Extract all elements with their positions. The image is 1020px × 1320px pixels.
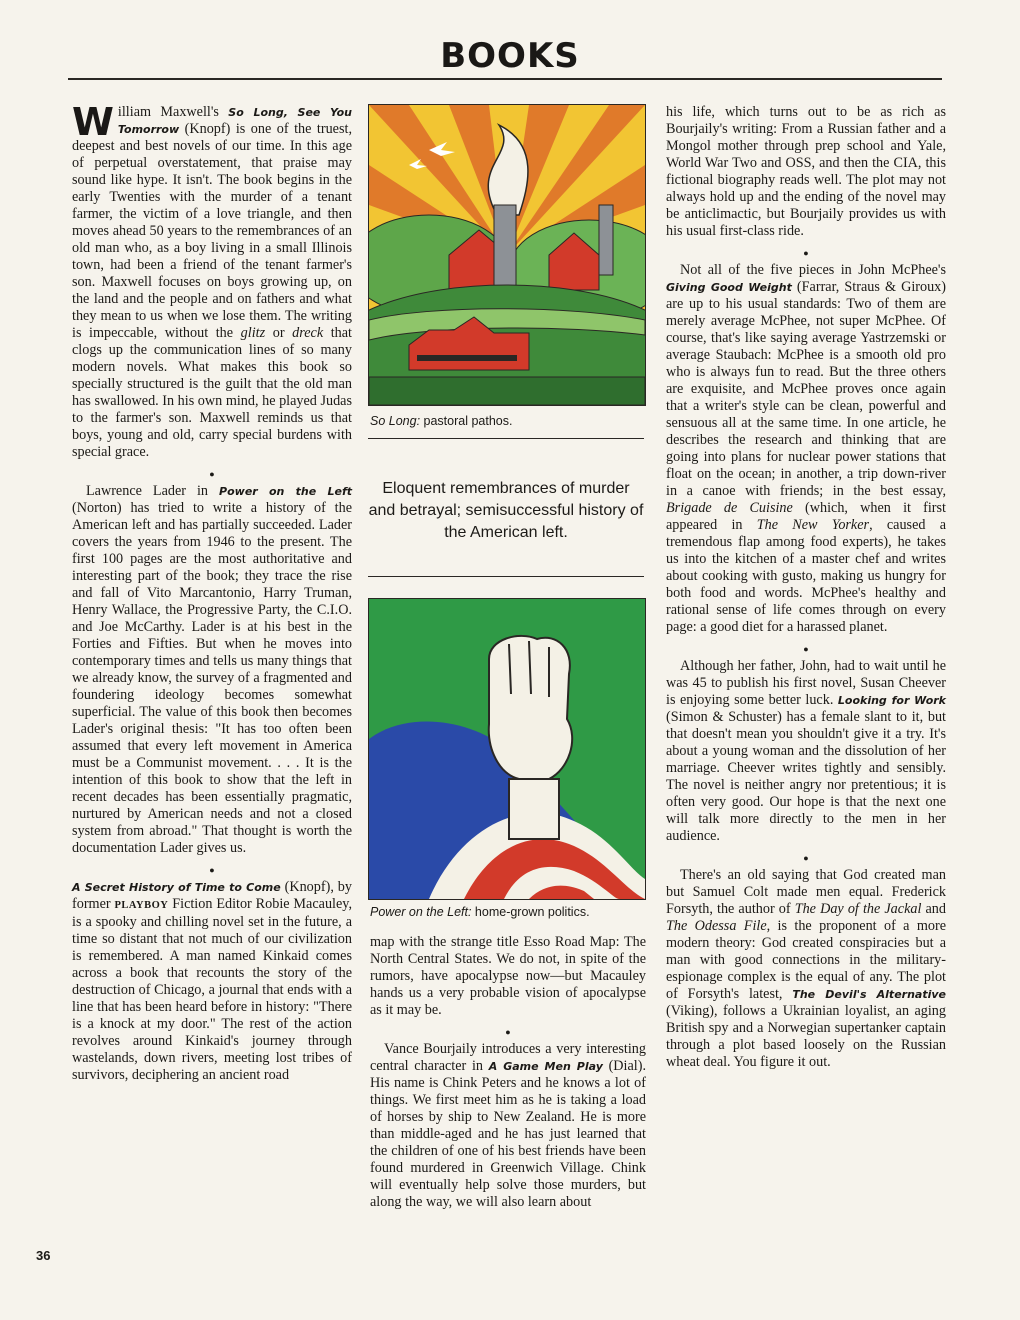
header-rule xyxy=(68,78,942,80)
illustration-so-long xyxy=(368,104,646,406)
illustration-power-on-left xyxy=(368,598,646,900)
figure2-caption: Power on the Left: home-grown politics. xyxy=(370,905,590,919)
pull-quote: Eloquent remembrances of murder and betrayal; semisuccessful history of the American left. xyxy=(368,480,644,541)
review-forsyth: There's an old saying that God created man but Samuel Colt made men equal. Frederick Forsyth, the author of The Day of the Jackal and The Odessa File, is the proponent of a more modern theory: God created conspiracies but a man with good connections in the military-espionage complex is the equal of any. The plot of Forsyth's latest, The Devil's Alternative (Viking), follows a Ukrainian loyalist, an aging British spy and a Norwegian supertanker captain through a plot based loosely on the Russian wheat deal. You figure it out. xyxy=(666,867,946,1070)
bullet-separator: ● xyxy=(209,469,215,479)
book-title: The Devil's Alternative xyxy=(792,988,946,1001)
book-title: Power on the Left xyxy=(219,485,352,498)
book-title: So Long, See You Tomorrow xyxy=(117,106,352,136)
figure1-caption: So Long: pastoral pathos. xyxy=(370,414,513,428)
review-bourjaily: Vance Bourjaily introduces a very interesting central character in A Game Men Play (Dial). His name is Chink Peters and he knows a lot of things. We first meet him as he is taking a load of horses by ship to New Zealand. He is more than middle-aged and he has just learned that the children of one of his best friends have been found murdered in Greenwich Village. Chink will eventually help solve those murders, but along the way, we will also learn about xyxy=(370,1041,646,1210)
bullet-separator: ● xyxy=(209,865,215,875)
review-maxwell: William Maxwell's So Long, See You Tomorrow (Knopf) is one of the truest, deepest and best novels of our time. In this age of perpetual overstatement, that praise may sound like hype. It isn't. The book begins in the early Twenties with the murder of a tenant farmer, the victim of a love triangle, and then moves ahead 50 years to the remembrances of an old man who, as a boy living in a small Illinois town, had been a friend of the tenant farmer's son. Maxwell focuses on boys growing up, on the land and the people and on fathers and what they mean to us when we lose them. The writing is impeccable, without the glitz or dreck that clogs up the communication lines of so many modern novels. What makes this book so specially structured is the guilt that the old man has swallowed. In his own mind, he played Judas to the farmer's son. Maxwell reminds us that boys, young and old, carry special burdens with special grace. xyxy=(72,100,352,460)
book-title: Giving Good Weight xyxy=(666,281,792,294)
section-header xyxy=(0,36,1020,76)
review-lader: Lawrence Lader in Power on the Left (Norton) has tried to write a history of the American left and has partially succeeded. Lader covers the years from 1946 to the present. The first 100 pages are the most authoritative and interesting part of the book; they trace the rise and fall of Vito Marcantonio, Harry Truman, Henry Wallace, the Progressive Party, the C.I.O. and Joe McCarthy. Lader is at his best in the Forties and Fifties. But when he moves into contemporary times and tells us many things that we already know, the survey of a fragmented and foundering ideology becomes somewhat superficial. The value of this book then becomes Lader's original thesis: "It has too often been assumed that every left movement in America must be a Communist movement. . . . It is the intention of this book to show that the left in recent decades has been essentially pragmatic, nurtured by American needs and not a closed system from abroad." That thought is worth the documentation Lader gives us. xyxy=(72,483,352,856)
review-macauley: A Secret History of Time to Come (Knopf), by former PLAYBOY Fiction Editor Robie Macauley, is a spooky and chilling novel set in the future, a time so distant that not much of our civilization is remembered. A man named Kinkaid comes across a book that recounts the story of the destruction of Chicago, a journal that ends with a line that has been heard before in history: "There is a knock at my door." The rest of the action revolves around Kinkaid's journey through wastelands, down rivers, meeting lost tribes of survivors, deciphering an ancient road xyxy=(72,879,352,1083)
column-left xyxy=(72,100,352,1084)
fist-flag-illustration xyxy=(369,599,645,899)
column-middle xyxy=(370,934,646,1211)
caption-rule xyxy=(368,438,644,439)
bullet-separator: ● xyxy=(803,248,809,258)
book-title: Looking for Work xyxy=(837,694,946,707)
section-title: BOOKS xyxy=(440,36,580,76)
column-right xyxy=(666,104,946,1071)
book-title: A Game Men Play xyxy=(488,1060,603,1073)
page-number: 36 xyxy=(36,1248,51,1263)
bullet-separator: ● xyxy=(803,853,809,863)
farm-illustration xyxy=(369,105,645,405)
review-cheever: Although her father, John, had to wait until he was 45 to publish his first novel, Susan Cheever is enjoying some better luck. Looking for Work (Simon & Schuster) has a female slant to it, but that doesn't mean you shouldn't give it a try. It's about a young woman and the dissolution of her marriage. Cheever writes tightly and sensibly. The novel is neither angry nor pretentious; it is often very good. Our hope is that the next one will talk more directly to the men in her audience. xyxy=(666,658,946,844)
book-title: A Secret History of Time to Come xyxy=(72,881,281,894)
pullquote-rule xyxy=(368,576,644,577)
review-macauley-continued: map with the strange title Esso Road Map: The North Central States. We do not, in spite of the rumors, have apocalypse now—but Macauley hands us a very probable vision of apocalypse as it may be. xyxy=(370,934,646,1018)
magazine-name: PLAYBOY xyxy=(114,900,169,911)
drop-cap: W xyxy=(72,100,114,144)
bullet-separator: ● xyxy=(505,1027,511,1037)
review-mcphee: Not all of the five pieces in John McPhee's Giving Good Weight (Farrar, Straus & Giroux) are up to his usual standards: Two of them are merely average McPhee, not super McPhee. Of course, that's like saying average Yastrzemski or average Staubach: McPhee is a smooth old pro who is always fun to read. But the three others are exquisite, and McPhee proves once again that a writer's style can be clean, powerful and sensuous all at the same time. In one article, he describes the research and thinking that are going into plans for nuclear power stations that float on the ocean; in another, a trip down-river in a canoe with friends; in the best essay, Brigade de Cuisine (which, when it first appeared in The New Yorker, caused a tremendous flap among food experts), he takes us into the kitchen of a master chef and writes about cooking with gusto, making us hungry for both food and words. McPhee's healthy and rational sense of life comes through on every page: a good diet for a harassed planet. xyxy=(666,262,947,635)
bullet-separator: ● xyxy=(803,644,809,654)
review-bourjaily-continued: his life, which turns out to be as rich as Bourjaily's writing: From a Russian father and a Mongol mother through prep school and Yale, World War Two and OSS, and then the CIA, this fictional biography reads well. The plot may not always hold up and the ending of the novel may be anticlimactic, but Bourjaily provides us with his usual first-class ride. xyxy=(666,104,946,239)
